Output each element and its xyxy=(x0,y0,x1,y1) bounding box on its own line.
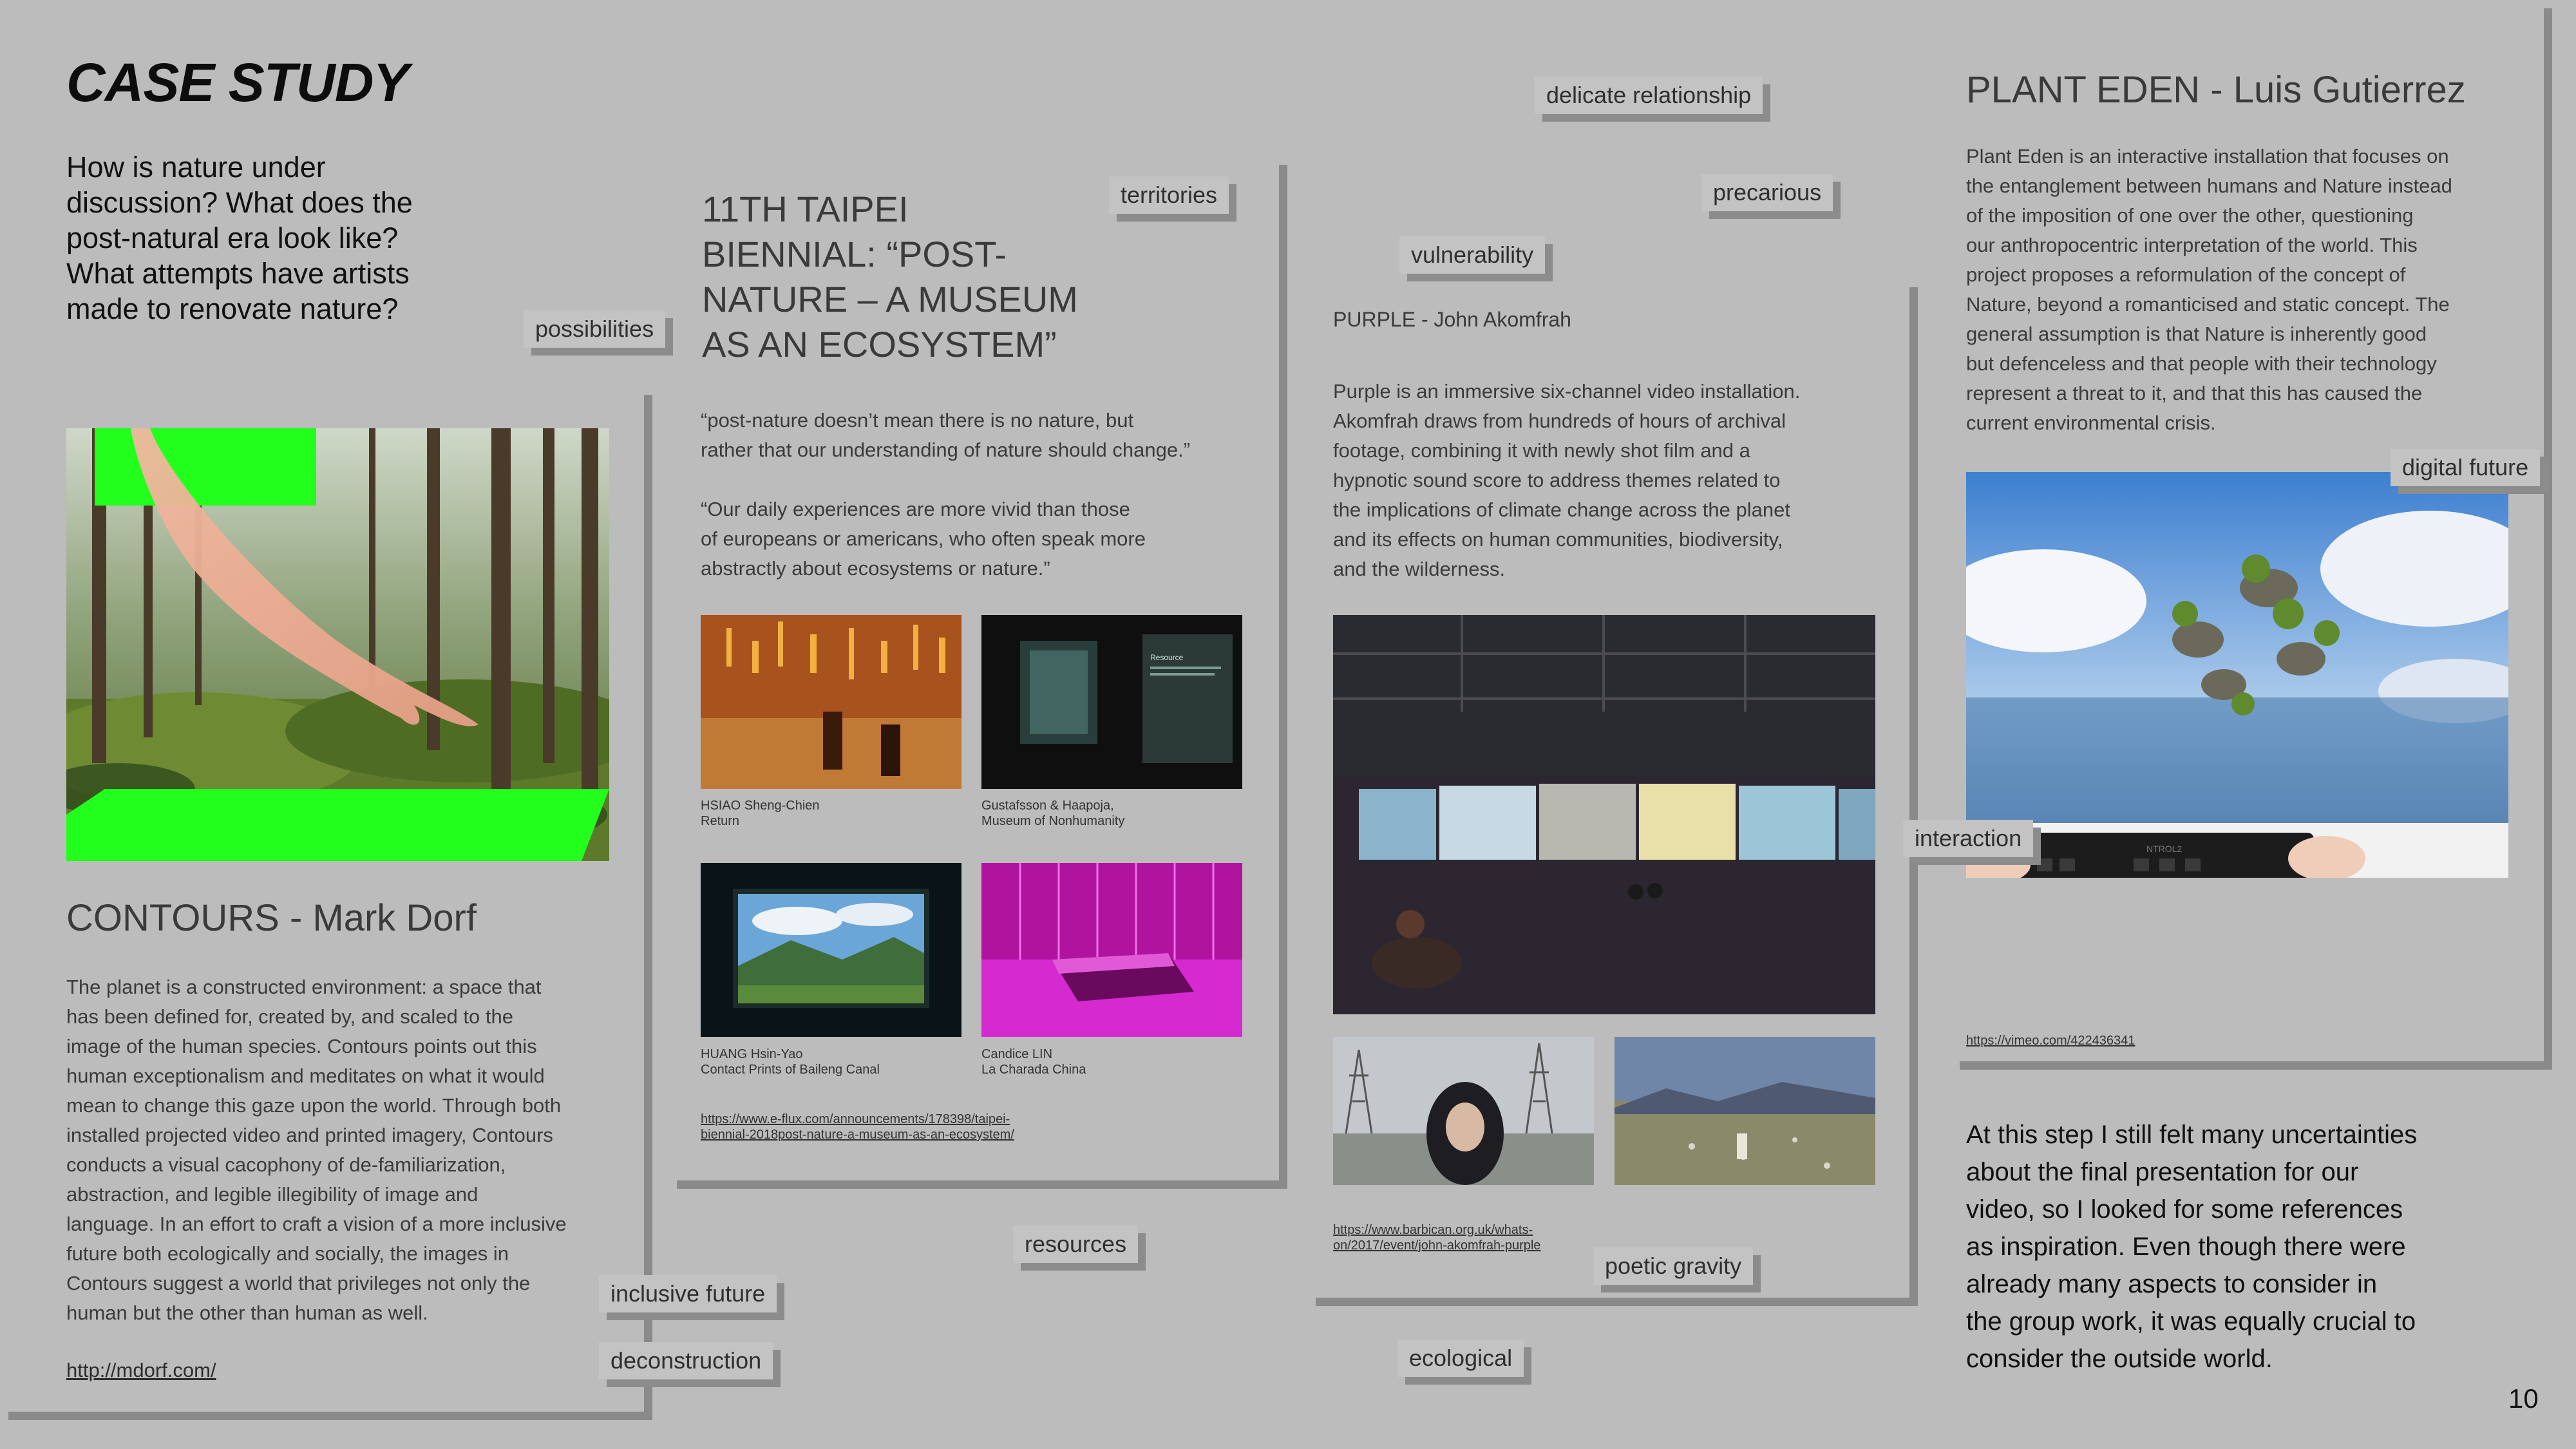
forest-hand-illustration xyxy=(66,428,609,861)
keyboard-brand-text: NTROL2 xyxy=(2146,844,2183,854)
taipei-quote-1: “post-nature doesn’t mean there is no nature, but rather that our understanding of nature should change.” xyxy=(701,409,1191,461)
resource-screen-text: Resource xyxy=(1150,653,1184,662)
taipei-image-gustafsson xyxy=(981,615,1242,789)
taipei-caption-3: HUANG Hsin-Yao Contact Prints of Baileng Canal xyxy=(701,1047,880,1077)
tag-precarious: precarious xyxy=(1701,174,1833,211)
taipei-image-lin xyxy=(981,863,1242,1037)
plant-eden-link[interactable]: https://vimeo.com/422436341 xyxy=(1966,1034,2136,1048)
page-title: CASE STUDY xyxy=(66,52,409,113)
taipei-title: 11TH TAIPEI BIENNIAL: “POST- NATURE – A MUSEUM AS AN ECOSYSTEM” xyxy=(702,189,1078,365)
purple-main-image xyxy=(1333,615,1875,1014)
tag-territories: territories xyxy=(1109,176,1229,214)
purple-link[interactable]: https://www.barbican.org.uk/whats- on/2017/event/john-akomfrah-purple xyxy=(1333,1223,1541,1253)
tag-delicate-relationship: delicate relationship xyxy=(1535,77,1763,114)
intro-question: How is nature under discussion? What does the post-natural era look like? What attempts have artists made to renovate nature? xyxy=(66,151,413,325)
tag-ecological: ecological xyxy=(1397,1340,1524,1377)
plant-eden-image xyxy=(1966,472,2508,878)
tag-vulnerability: vulnerability xyxy=(1399,236,1545,274)
taipei-quote-2: “Our daily experiences are more vivid than those of europeans or americans, who often speak more abstractly about ecosystems or nature.” xyxy=(701,498,1146,580)
reflection-text: At this step I still felt many uncertainties about the final presentation for our video, so I looked for some references as inspiration. Even though there were already many aspects to consider in the group work, it was equally crucial to consider the outside world. xyxy=(1966,1121,2418,1373)
contours-body: The planet is a constructed environment: a space that has been defined for, created by, and scaled to the image of the human species. Contours points out this human exceptionalism and meditates on what it would mean to change this gaze upon the world. Through both installed projected video and printed imagery, Contours conducts a visual cacophony of de-familiarization, abstraction, and legible illegibility of image and language. In an effort to craft a vision of a more inclusive future both ecologically and socially, the images in Contours suggest a world that privileges not only the human but the other than human as well. xyxy=(66,976,567,1324)
contours-image xyxy=(66,428,609,861)
taipei-caption-1: HSIAO Sheng-Chien Return xyxy=(701,799,820,828)
purple-body: Purple is an immersive six-channel video installation. Akomfrah draws from hundreds of hours of archival footage, combining it with newly shot film and a hypnotic sound score to address themes related to the implications of climate change across the planet and its effects on human communities, biodiversity, and the wilderness. xyxy=(1333,380,1801,580)
taipei-caption-2: Gustafsson & Haapoja, Museum of Nonhumanity xyxy=(981,799,1125,828)
plant-eden-title: PLANT EDEN - Luis Gutierrez xyxy=(1966,69,2466,111)
tag-interaction: interaction xyxy=(1903,820,2033,857)
taipei-caption-4: Candice LIN La Charada China xyxy=(981,1047,1086,1077)
tag-poetic-gravity: poetic gravity xyxy=(1593,1247,1753,1285)
contours-title: CONTOURS - Mark Dorf xyxy=(66,897,477,939)
purple-image-child xyxy=(1333,1037,1594,1185)
purple-image-landscape xyxy=(1615,1037,1875,1185)
tag-deconstruction: deconstruction xyxy=(599,1342,773,1379)
purple-title: PURPLE - John Akomfrah xyxy=(1333,308,1571,331)
tag-possibilities: possibilities xyxy=(524,310,665,348)
tag-resources: resources xyxy=(1013,1226,1138,1263)
taipei-link[interactable]: https://www.e-flux.com/announcements/178398/taipei- biennial-2018post-nature-a-museum-as-an-ecosystem/ xyxy=(701,1112,1014,1142)
taipei-image-huang xyxy=(701,863,961,1037)
tag-digital-future: digital future xyxy=(2391,449,2540,486)
taipei-image-hsiao xyxy=(701,615,961,789)
plant-eden-body: Plant Eden is an interactive installation that focuses on the entanglement between humans and Nature instead of the imposition of one over the other, questioning our anthropocentric interpretation of the world. This project proposes a reformulation of the concept of Nature, beyond a romanticised and static concept. The general assumption is that Nature is inherently good but defenceless and that people with their technology represent a threat to it, and that this has caused the current environmental crisis. xyxy=(1966,145,2452,434)
page-number: 10 xyxy=(2508,1383,2539,1414)
tag-inclusive-future: inclusive future xyxy=(599,1275,777,1312)
contours-link[interactable]: http://mdorf.com/ xyxy=(66,1359,216,1381)
